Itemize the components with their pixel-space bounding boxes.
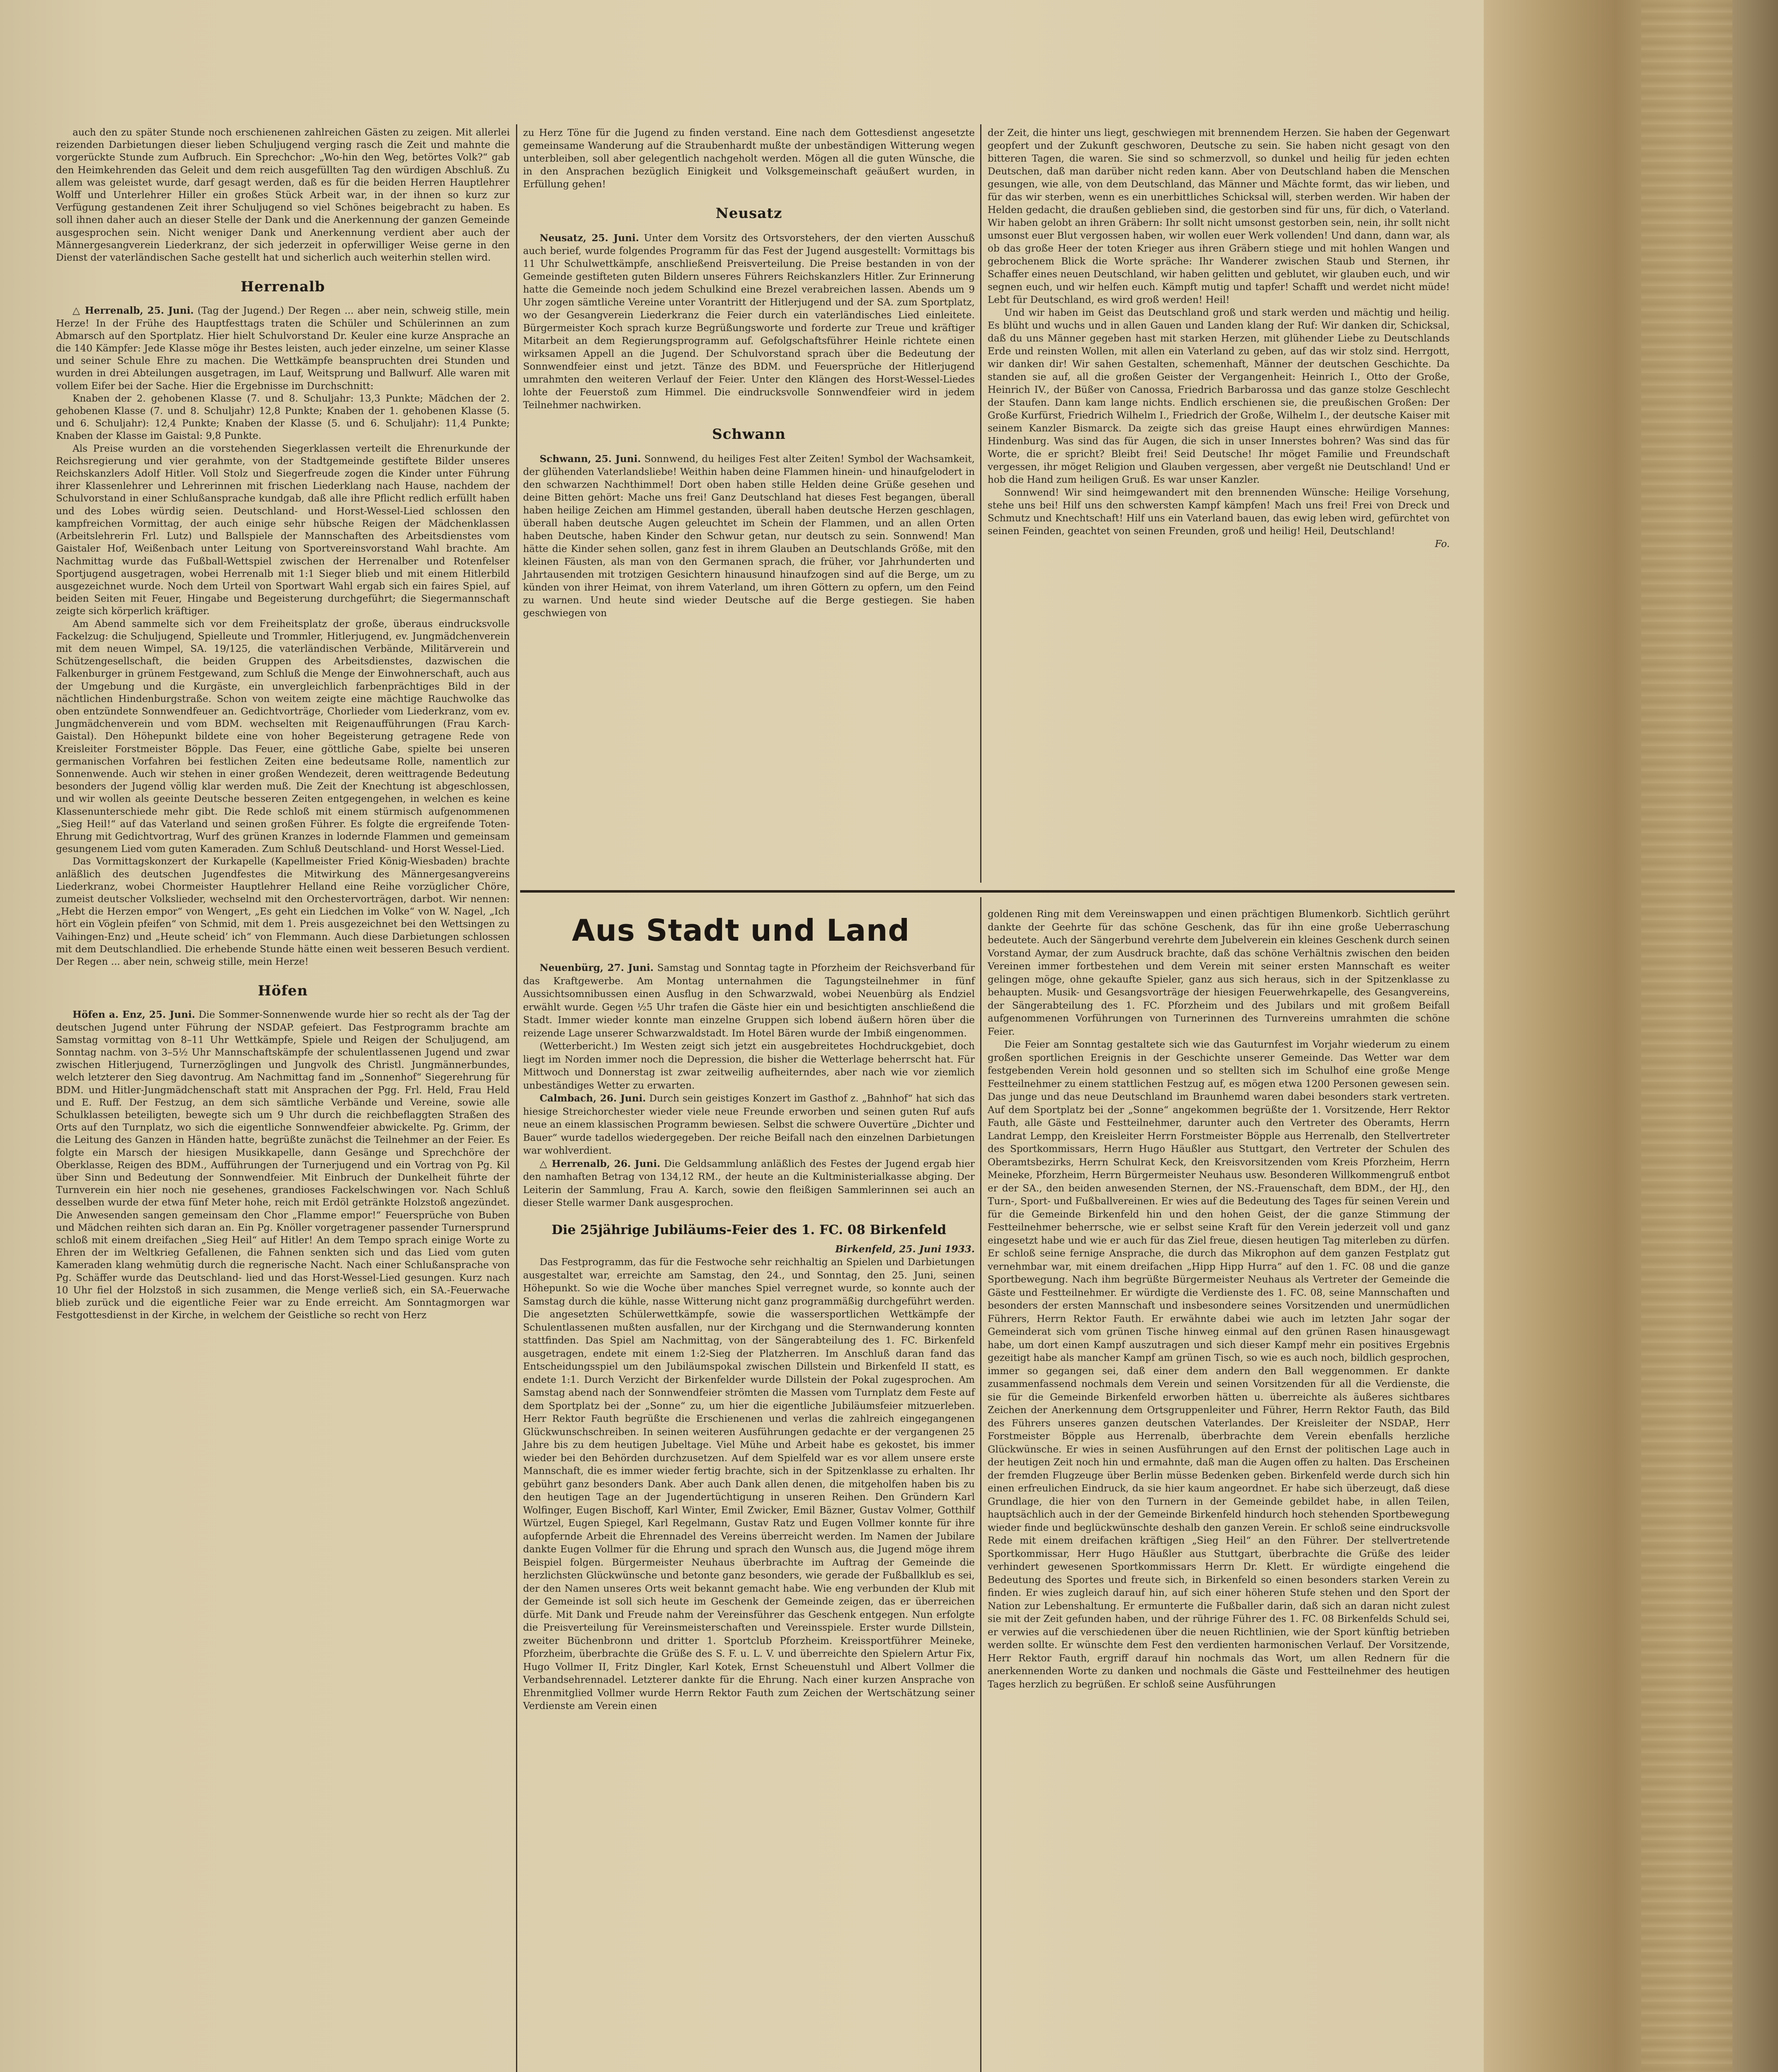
spine-texture bbox=[1641, 0, 1732, 2072]
neuenbuerg-paragraph bbox=[523, 961, 975, 1040]
jubilaeum-dateline: Birkenfeld, 25. Juni 1933. bbox=[835, 1243, 975, 1255]
schwann-dateline: Schwann, 25. Juni. bbox=[540, 453, 641, 465]
section-rule bbox=[520, 890, 1455, 893]
neusatz-heading: Neusatz bbox=[715, 205, 782, 222]
herrenalb-results: Knaben der 2. gehobenen Klasse (7. und 8. Schuljahr: 13,3 Punkte; Mädchen der 2. gehobenen Klasse (7. und 8. Schuljahr) 12,8 Punkte; Knaben der 1. gehobenen Klasse (5. und 6. Schuljahr): 12,4 Punkte; Knaben der Klasse (5. und 6. Schuljahr): 11,4 Punkte; Knaben der Klasse im Gaistal: 9,8 Punkte. bbox=[56, 392, 510, 442]
schwann-end-1: der Zeit, die hinter uns liegt, geschwiegen mit brennendem Herzen. Sie haben der Gegenwart geopfert und der Zukunft geschworen, Deutsche zu sein. Sie haben nicht gesagt von den bitteren Tagen, die waren. Sie sind so schmerzvoll, so dunkel und heilig für jeden echten Deutschen, daß man darüber nicht reden kann. Aber von Deutschland haben die Menschen gesungen, wie alle, von dem Deutschland, das Männer und Mächte formt, das wir lieben, und für das wir sterben, wenn es ein unerbittliches Schicksal will, sterben werden. Wir haben der Helden gedacht, die draußen geblieben sind, die gestorben sind für uns, für dich, o Vaterland. Wir haben gelobt an ihren Gräbern: Ihr sollt nicht umsonst gestorben sein, nein, ihr sollt nicht umsonst euer Blut vergossen haben, wir wollen euer Werk vollenden! Und dann, dann war, als ob das große Heer der toten Krieger aus ihren Gräbern stiege und mit hohlen Wangen und gebrochenem Blick die Worte spräche: Ihr Wanderer zwischen Staub und Sternen, ihr Schaffer eines neuen Deutschland, wir haben gelitten und geblutet, wir glauben euch, und wir segnen euch, und wir helfen euch. Kämpft mutig und tapfer! Schafft und werdet nicht müde! Lebt für Deutschland, es wird groß werden! Heil! bbox=[988, 127, 1450, 305]
wetter-paragraph: (Wetterbericht.) Im Westen zeigt sich jetzt ein ausgebreitetes Hochdruckgebiet, doch liegt im Norden immer noch die Depression, die bisher die Wetterlage beherrscht hat. Für Mittwoch und Donnerstag ist zwar zeitweilig aufheiterndes, aber nach wie vor ziemlich unbeständiges Wetter zu erwarten. bbox=[523, 1041, 975, 1091]
section-banner: Aus Stadt und Land bbox=[572, 913, 910, 948]
schwann-end-2: Und wir haben im Geist das Deutschland groß und stark werden und mächtig und heilig. Es blüht und wuchs und in allen Gauen und Landen klang der Ruf: Wir danken dir, Schicksal, daß du uns Männer gegeben hast mit starken Herzen, mit glühender Liebe zu Deutschlands Erde und reinsten Wollen, mit allen ein Vaterland zu geben, auf das wir stolz sind. Herrgott, wir danken dir! Wir sahen Gestalten, schemenhaft, Männer der deutschen Geschichte. Da standen sie auf, all die großen Geister der Vergangenheit: Heinrich I., Otto der Große, Heinrich IV., der Büßer von Canossa, Friedrich Barbarossa und das ganze stolze Geschlecht der Staufen. Dann kam lange nichts. Endlich erschienen sie, die preußischen Großen: Der Große Kurfürst, Friedrich Wilhelm I., Friedrich der Große, Wilhelm I., der deutsche Kaiser mit seinem Kanzler Bismarck. Da zeigte sich das greise Haupt eines ehrwürdigen Mannes: Hindenburg. Was sind das für Augen, die sich in unser Innerstes bohren? Was sind das für Worte, die er spricht? Bleibt frei! Seid Deutsche! Ihr möget Familie und Freundschaft vergessen, ihr möget Religion und Glauben vergessen, aber vergeßt nie Deutschland! Und er hob die Hand zum heiligen Gruß. Es war unser Kanzler. bbox=[988, 307, 1450, 485]
neuenbuerg-dateline: Neuenbürg, 27. Juni. bbox=[540, 962, 654, 973]
stadt-land-column-1 bbox=[523, 961, 975, 1713]
herrenalb-paragraph-1 bbox=[56, 305, 510, 392]
calmbach-paragraph bbox=[523, 1092, 975, 1157]
stadt-land-column-2 bbox=[988, 908, 1450, 1691]
herrenalb2-paragraph bbox=[523, 1157, 975, 1210]
middle-column bbox=[523, 126, 975, 620]
schwann-end-3: Sonnwend! Wir sind heimgewandert mit den brennenden Wünsche: Heilige Vorsehung, stehe uns bei! Hilf uns den schwersten Kampf kämpfen! Mach uns frei! Frei von Dreck und Schmutz und Knechtschaft! Hilf uns ein Vaterland bauen, das ewig leben wird, gefürchtet von seinen Feinden, geachtet von seinen Freunden, groß und heilig! Heil, Deutschland! bbox=[988, 487, 1450, 537]
hoefen-dateline: Höfen a. Enz, 25. Juni. bbox=[73, 1009, 195, 1021]
jubilaeum-paragraph: Das Festprogramm, das für die Festwoche sehr reichhaltig an Spielen und Darbietungen ausgestaltet war, erreichte am Samstag, den 24., und Sonntag, den 25. Juni, seinen Höhepunkt. So wie die Woche über manches Spiel verregnet wurde, so konnte auch der Samstag durch die kühle, nasse Witterung nicht ganz programmäßig durchgeführt werden. Die angesetzten Schülerwettkämpfe, sowie die wassersportlichen Wettkämpfe der Schulentlassenen mußten ausfallen, nur der Kirchgang und die Sternwanderung konnten stattfinden. Das Spiel am Nachmittag, von der Sängerabteilung des 1. FC. Birkenfeld ausgetragen, endete mit einem 1:2-Sieg der Platzherren. Im Anschluß daran fand das Entscheidungsspiel um den Jubiläumspokal zwischen Dillstein und Birkenfeld II statt, es endete 1:1. Durch Verzicht der Birkenfelder wurde Dillstein der Pokal zugesprochen. Am Samstag abend nach der Sonnwendfeier strömten die Massen vom Turnplatz dem Feste auf dem Sportplatz bei der „Sonne“ zu, um hier die eigentliche Jubiläumsfeier mitzuerleben. Herr Rektor Fauth begrüßte die Erschienenen und verlas die zahlreich eingegangenen Glückwunschschreiben. In seinen weiteren Ausführungen gedachte er der vergangenen 25 Jahre bis zu dem heutigen Jubeltage. Viel Mühe und Arbeit habe es gekostet, bis immer wieder bei den Behörden durchzusetzen. Auf dem Spielfeld war es vor allem unsere erste Mannschaft, die es immer wieder fertig brachte, sich in der Spitzenklasse zu erhalten. Ihr gebührt ganz besonders Dank. Aber auch Dank allen denen, die mitgeholfen haben bis zu den heutigen Tage an der Jugendertüchtigung in unseren Reihen. Den Gründern Karl Wolfinger, Eugen Bischoff, Karl Winter, Emil Zwicker, Emil Bäzner, Gustav Volmer, Gotthilf Würtzel, Eugen Spiegel, Karl Regelmann, Gustav Ratz und Eugen Vollmer konnte für ihre aufopfernde Arbeit die Ehrennadel des Vereins überreicht werden. Im Namen der Jubilare dankte Eugen Vollmer für die Ehrung und sprach den Wunsch aus, die Jugend möge ihrem Beispiel folgen. Bürgermeister Neuhaus überbrachte im Auftrag der Gemeinde die herzlichsten Glückwünsche und betonte ganz besonders, wie gerade der Fußballklub es sei, der den Namen unseres Orts weit bekannt gemacht habe. Wie eng verbunden der Klub mit der Gemeinde ist soll sich heute im Geschenk der Gemeinde zeigen, das er überreichen dürfe. Mit Dank und Freude nahm der Vereinsführer das Geschenk entgegen. Nun erfolgte die Preisverteilung für Vereinsmeisterschaften und Vereinsspiele. Erster wurde Dillstein, zweiter Büchenbronn und dritter 1. Sportclub Pforzheim. Kreissportführer Meineke, Pforzheim, überbrachte die Grüße des S. F. u. L. V. und überreichte den Spielern Artur Fix, Hugo Vollmer II, Fritz Dingler, Karl Kotek, Ernst Scheuenstuhl und Albert Vollmer die Verbandsehrennadel. Letzterer dankte für die Ehrung. Nach einer kurzen Ansprache von Ehrenmitglied Vollmer wurde Herrn Rektor Fauth zum Zeichen der Wertschätzung seiner Verdienste am Verein einen bbox=[523, 1256, 975, 1711]
calmbach-text: Durch sein geistiges Konzert im Gasthof z. „Bahnhof“ hat sich das hiesige Streichorchester wieder viele neue Freunde erworben und seinen guten Ruf aufs neue an einem klassischen Programm bewiesen. Selbst die schwere Ouvertüre „Dichter und Bauer“ wurde tadellos wiedergegeben. Der reiche Beifall nach den einzelnen Darbietungen war wohlverdient. bbox=[523, 1093, 975, 1156]
hoefen-paragraph bbox=[56, 1009, 510, 1322]
neusatz-dateline: Neusatz, 25. Juni. bbox=[540, 232, 639, 244]
herrenalb-dateline: △ Herrenalb, 25. Juni. bbox=[73, 305, 194, 317]
herrenalb-paragraph-4: Das Vormittagskonzert der Kurkapelle (Kapellmeister Fried König-Wiesbaden) brachte anläßlich des deutschen Jugendfestes die Mitwirkung des Männergesangvereins Liederkranz, wobei Chormeister Hauptlehrer Helland eine Reihe vorzüglicher Chöre, zumeist deutscher Volkslieder, wechselnd mit den Orchestervorträgen, darbot. Wir nennen: „Hebt die Herzen empor“ von Wengert, „Es geht ein Liedchen im Volke“ von W. Nagel, „Ich hört ein Vöglein pfeifen“ von Schmid, mit dem 1. Preis ausgezeichnet bei den Wettsingen zu Vaihingen-Enz) und „Heute scheid’ ich“ von Flemmann. Auch diese Darbietungen schlossen mit dem Deutschlandlied. Die erhebende Stunde hätte einen weit besseren Besuch verdient. Der Regen ... aber nein, schweig stille, mein Herze! bbox=[56, 856, 510, 967]
calmbach-dateline: Calmbach, 26. Juni. bbox=[540, 1093, 646, 1104]
herrenalb-paragraph-3: Am Abend sammelte sich vor dem Freiheitsplatz der große, überaus eindrucksvolle Fackelzug: die Schuljugend, Spielleute und Trommler, Hitlerjugend, ev. Jungmädchenverein mit dem neuen Wimpel, SA. 19/125, die vaterländischen Verbände, Militärverein und Schützengesellschaft, die beiden Gruppen des Arbeitsdienstes, dazwischen die Falkenburger in grünem Festgewand, zum Schluß die Menge der Einwohnerschaft, auch aus der Umgebung und die Kurgäste, ein unvergleichlich farbenprächtiges Bild in der nächtlichen Hindenburgstraße. Schon von weitem zeigte eine mächtige Rauchwolke das oben entzündete Sonnwendfeuer an. Gedichtvorträge, Chorlieder vom Liederkranz, vom ev. Jungmädchenverein und vom BDM. wechselten mit Reigenaufführungen (Frau Karch-Gaistal). Den Höhepunkt bildete eine von hoher Begeisterung getragene Rede von Kreisleiter Forstmeister Böpple. Das Feuer, eine göttliche Gabe, spielte bei unseren germanischen Vorfahren bei festlichen Zeiten eine bedeutsame Rolle, namentlich zur Sonnenwende. Auch wir stehen in einer großen Wendezeit, deren weittragende Bedeutung besonders der Jugend völlig klar werden muß. Die Zeit der Knechtung ist abgeschlossen, und wir wollen als geeinte Deutsche besseren Zeiten entgegengehen, in welchen es keine Klassenunterschiede mehr gibt. Die Rede schloß mit einem stürmisch aufgenommenen „Sieg Heil!“ auf das Vaterland und seinen großen Führer. Es folgte die ergreifende Toten-Ehrung mit Gedichtvortrag, Wurf des grünen Kranzes in lodernde Flammen und gemeinsam gesungenem Lied vom guten Kameraden. Zum Schluß Deutschland- und Horst Wessel-Lied. bbox=[56, 618, 510, 855]
column-rule-1 bbox=[516, 124, 517, 2072]
schwann-paragraph bbox=[523, 453, 975, 620]
intro-paragraph: auch den zu später Stunde noch erschienenen zahlreichen Gästen zu zeigen. Mit allerlei reizenden Darbietungen dieser lieben Schuljugend verging rasch die Zeit und mahnte die vorgerückte Stunde zum Aufbruch. Ein Sprechchor: „Wo-hin den Weg, betörtes Volk?“ gab den Heimkehrenden das Geleit und dem reich ausgefüllten Tag den würdigen Abschluß. Zu allem was geleistet wurde, darf gesagt werden, daß es für die beiden Herren Hauptlehrer Wolff und Unterlehrer Hiller ein großes Stück Arbeit war, in der ihnen so kurz zur Verfügung gestandenen Zeit ihrer Schuljugend so viel Schönes beigebracht zu haben. Es soll ihnen daher auch an dieser Stelle der Dank und die Anerkennung der ganzen Gemeinde ausgesprochen sein. Nicht weniger Dank und Anerkennung verdient aber auch der Männergesangverein Liederkranz, der sich jederzeit in opferwilliger Weise gerne in den Dienst der vaterländischen Sache gestellt hat und sicherlich auch weiterhin stellen wird. bbox=[56, 127, 510, 264]
neusatz-text: Unter dem Vorsitz des Ortsvorstehers, der den vierten Ausschuß auch berief, wurde folgendes Programm für das Fest der Jugend ausgestellt: Vormittags bis 11 Uhr Schulwettkämpfe, anschließend Preisverteilung. Die Preise bestanden in von der Gemeinde gestifteten guten Bildern unseres Führers Reichskanzlers Hitler. Zur Erinnerung hatte die Gemeinde noch jedem Schulkind eine Brezel verabreichen lassen. Abends um 9 Uhr zogen sämtliche Vereine unter Vorantritt der Hitlerjugend und der SA. zum Sportplatz, wo der Gesangverein Liederkranz die Feier durch ein vaterländisches Lied einleitete. Bürgermeister Koch sprach kurze Begrüßungsworte und forderte zur Treue und kräftiger Mitarbeit an dem Regierungsprogramm auf. Gefolgschaftsführer Heinle richtete einen wirksamen Appell an die Jugend. Der Schulvorstand sprach über die Bedeutung der Sonnwendfeier einst und jetzt. Tänze des BDM. und Feuersprüche der Hitlerjugend umrahmten den weiteren Verlauf der Feier. Unter den Klängen des Horst-Wessel-Liedes lohte der Feuerstoß zum Himmel. Die eindrucksvolle Sonnwendfeier wird in jedem Teilnehmer nachwirken. bbox=[523, 232, 975, 411]
herrenalb-heading: Herrenalb bbox=[240, 278, 325, 295]
herrenalb-paragraph-2: Als Preise wurden an die vorstehenden Siegerklassen verteilt die Ehrenurkunde der Reichsregierung und vier gerahmte, von der Stadtgemeinde gestiftete Bilder unseres Reichskanzlers Adolf Hitler. Voll Stolz und Siegerfreude zogen die Kinder unter Führung ihrer Klassenlehrer und Lehrerinnen mit frischen Liederklang nach Hause, nachdem der Schulvorstand in einer Schlußansprache kundgab, daß alle ihre Pflicht redlich erfüllt haben und des Lobes würdig seien. Deutschland- und Horst-Wessel-Lied schlossen den kampfreichen Vormittag, der auch einige sehr hübsche Reigen der Mädchenklassen (Arbeitslehrerin Frl. Lutz) und Ballspiele der Mannschaften des Arbeitsdienstes vom Gaistaler Hof, Weißenbach unter Leitung von Sportvereinsvorstand Wahl brachte. Am Nachmittag wurde das Fußball-Wettspiel zwischen der Herrenalber und Rotenfelser Sportjugend ausgetragen, wobei Herrenalb mit 1:1 Sieger blieb und mit einem Hitlerbild ausgezeichnet wurde. Noch dem Urteil von Sportwart Wahl ergab sich ein faires Spiel, auf beiden Seiten mit Feuer, Hingabe und Begeisterung durchgeführt; die Siegermannschaft zeigte sich körperlich kräftiger. bbox=[56, 443, 510, 617]
jubilaeum-continuation-2: Die Feier am Sonntag gestaltete sich wie das Gauturnfest im Vorjahr wiederum zu einem großen sportlichen Ereignis in der Geschichte unserer Gemeinde. Das Wetter war dem festgebenden Verein hold gesonnen und so stellten sich im Schulhof eine große Menge Festteilnehmer zu einem stattlichen Festzug auf, es mögen etwa 1200 Personen gewesen sein. Das junge und das neue Deutschland im Braunhemd waren dabei besonders stark vertreten. Auf dem Sportplatz bei der „Sonne“ angekommen begrüßte der 1. Vorsitzende, Herr Rektor Fauth, alle Gäste und Festteilnehmer, darunter auch den Vertreter des Oberamts, Herrn Landrat Lempp, den Kreisleiter Herrn Forstmeister Böpple aus Herrenalb, den Stellvertreter des Sportkommissars, Herrn Hugo Häußler aus Stuttgart, den Vertreter der Schulen des Oberamtsbezirks, Herrn Schulrat Keck, den Kreisvorsitzenden vom Kreis Pforzheim, Herrn Meineke, Pforzheim, Herrn Bürgermeister Neuhaus usw. Besonderen Willkommengruß entbot er der SA., den beiden anwesenden Sternen, der NS.-Frauenschaft, dem BDM., der HJ., den Turn-, Sport- und Fußballvereinen. Er wies auf die Bedeutung des Tages für seinen Verein und für die Gemeinde Birkenfeld hin und den hohen Geist, der die ganze Stimmung der Festteilnehmer beherrsche, wie er selbst seine Kraft für den Verein jederzeit voll und ganz eingesetzt habe und wie er auch für das Ziel freue, diesen heutigen Tag miterleben zu dürfen. Er schloß seine fernige Ansprache, die durch das Mikrophon auf dem ganzen Festplatz gut vernehmbar war, mit einem dreifachen „Hipp Hipp Hurra“ auf den 1. FC. 08 und die ganze Sportbewegung. Nach ihm begrüßte Bürgermeister Neuhaus als Vertreter der Gemeinde die Gäste und Festteilnehmer. Er würdigte die Verdienste des 1. FC. 08, seine Mannschaften und besonders der ersten Mannschaft und insbesondere seines Vorsitzenden und unermüdlichen Führers, Herrn Rektor Fauth. Er erwähnte dabei wie auch im letzten Jahr sogar der Gemeinderat sich vom grünen Tische hinweg einmal auf den grünen Rasen hinausgewagt habe, um dort einen Kampf auszutragen und sich dieser Kampf mehr ein positives Ergebnis gezeitigt habe als mancher Kampf am grünen Tisch, so wie es auch noch, bildlich gesprochen, immer so gegangen sei, daß einer dem andern den Ball weggenommen. Er dankte zusammenfassend nochmals dem Verein und seinen Vorsitzenden für all die Verdienste, die sie für die Gemeinde Birkenfeld erworben hätten u. überreichte als äußeres sichtbares Zeichen der Anerkennung dem Ortsgruppenleiter und Führer, Herrn Rektor Fauth, das Bild des Führers unseres ganzen deutschen Vaterlandes. Der Kreisleiter der NSDAP., Herr Forstmeister Böpple aus Herrenalb, überbrachte dem Verein ebenfalls herzliche Glückwünsche. Er wies in seinen Ausführungen auf den Ernst der politischen Lage auch in der heutigen Zeit noch hin und ermahnte, daß man die Augen offen zu halten. Das Erscheinen der fremden Flugzeuge über Berlin müsse Bedenken geben. Birkenfeld werde durch sich hin einen erfreulichen Eindruck, da sie hier kaum angeordnet. Er habe sich überzeugt, daß diese Grundlage, die hier von den Turnern in der Gemeinde gebildet habe, in allen Teilen, hauptsächlich auch in der der Gemeinde Birkenfeld hindurch hoch stehenden Sportbewegung wieder finde und beglückwünschte deshalb den ganzen Verein. Er schloß seine eindrucksvolle Rede mit einem dreifachen kräftigen „Sieg Heil“ an den Führer. Der stellvertretende Sportkommissar, Herr Hugo Häußler aus Stuttgart, überbrachte die Grüße des leider verhindert gewesenen Sportkommissars Herrn Dr. Klett. Er würdigte eingehend die Bedeutung des Sportes und freute sich, in Birkenfeld so einen besonders starken Verein zu finden. Er wies zugleich darauf hin, auf sich einer höheren Stufe stehen und den Sport der Nation zur Lebenshaltung. Er ermunterte die Fußballer darin, daß sich an daran nicht zulest sie mit der Zeit gefunden haben, und der rührige Führer des 1. FC. 08 Birkenfelds Schuld sei, er verwies auf die verschiedenen über die neuen Richtlinien, wie der Sport künftig betrieben werden sollte. Er wünschte dem Fest den verdienten harmonischen Verlauf. Der Vorsitzende, Herr Rektor Fauth, ergriff darauf hin nochmals das Wort, um allen Rednern für die anerkennenden Worte zu danken und nochmals die Gäste und Festteilnehmer des heutigen Tages herzlich zu begrüßen. Er schloß seine Ausführungen bbox=[988, 1039, 1450, 1690]
hoefen-text: Die Sommer-Sonnenwende wurde hier so recht als der Tag der deutschen Jugend unter Führung der NSDAP. gefeiert. Das Festprogramm brachte am Samstag vormittag von 8–11 Uhr Wettkämpfe, Spiele und Reigen der Schuljugend, am Sonntag nachm. von 3–5½ Uhr Mannschaftskämpfe der schulentlassenen Jugend und zwar zwischen Hitlerjugend, Turnerzöglingen und Jungvolk des Christl. Jungmännerbundes, welch letzterer den Sieg davontrug. Am Nachmittag fand im „Sonnenhof“ Siegerehrung für BDM. und Hitler-Jungmädchenschaft statt mit Ansprachen der Pgg. Frl. Held, Frau Held und E. Ruff. Der Festzug, an dem sich sämtliche Verbände und Vereine, sowie alle Schulklassen beteiligten, bewegte sich um 9 Uhr durch die reichbeflaggten Straßen des Orts auf den Turnplatz, wo sich die eigentliche Sonnwendfeier abwickelte. Pg. Grimm, der die Leitung des Ganzen in Händen hatte, begrüßte zunächst die Teilnehmer an der Feier. Es folgte ein Marsch der hiesigen Musikkapelle, dann Gesänge und Sprechchöre der Oberklasse, Reigen des BDM., Aufführungen der Turnerjugend und ein Vortrag von Pg. Kil über Sinn und Bedeutung der Sonnwendfeier. Mit Einbruch der Dunkelheit führte der Turnverein ein hier noch nie gesehenes, grandioses Fackelschwingen vor. Nach Schluß desselben wurde der etwa fünf Meter hohe, reich mit Erdöl getränkte Holzstoß angezündet. Die Anwesenden sangen gemeinsam den Chor „Flamme empor!“ Feuersprüche von Buben und Mädchen reihten sich daran an. Ein Pg. Knöller vorgetragener passender Turnersprund schloß mit einem dreifachen „Sieg Heil“ auf Hitler! An dem Tempo sprach einige Worte zu Ehren der im Weltkrieg Gefallenen, die Fahnen senkten sich und das Lied vom guten Kameraden klang wehmütig durch die regnerische Nacht. Nach einer Schlußansprache von Pg. Schäffer wurde das Deutschland- lied und das Horst-Wessel-Lied gesungen. Kurz nach 10 Uhr fiel der Holzstoß in sich zusammen, die Menge verließ sich, ein SA.-Feuerwache blieb zurück und die eigentliche Feier war zu Ende erreicht. Am Sonntagmorgen war Festgottesdienst in der Kirche, in welchem der Geistliche so recht von Herz bbox=[56, 1009, 510, 1321]
column-rule-2 bbox=[980, 124, 981, 883]
neusatz-paragraph bbox=[523, 232, 975, 411]
neuenbuerg-text: Samstag und Sonntag tagte in Pforzheim der Reichsverband für das Kraftgewerbe. Am Montag unternahmen die Tagungsteilnehmer in fünf Aussichtsomnibussen einen Ausflug in den Schwarzwald, wobei Neuenbürg als Endziel erwählt wurde. Gegen ½5 Uhr trafen die Gäste hier ein und besichtigten anschließend die Stadt. Immer wieder konnte man einzelne Gruppen sich lobend äußern hören über die reizende Lage unserer Schwarzwaldstadt. Im Hotel Bären wurde der Imbiß eingenommen. bbox=[523, 962, 975, 1039]
herrenalb2-text: Die Geldsammlung anläßlich des Festes der Jugend ergab hier den namhaften Betrag von 134,12 RM., der heute an die Kultministerialkasse abging. Der Leiterin der Sammlung, Frau A. Karch, sowie den fleißigen Sammlerinnen sei auch an dieser Stelle warmer Dank ausgesprochen. bbox=[523, 1158, 975, 1208]
jubilaeum-continuation-1: goldenen Ring mit dem Vereinswappen und einen prächtigen Blumenkorb. Sichtlich gerührt dankte der Geehrte für das schöne Geschenk, das für ihn eine große Ueberraschung bedeutete. Auch der Sängerbund verehrte dem Jubelverein ein kleines Geschenk durch seinen Vorstand Aymar, der zum Ausdruck brachte, daß das schöne Verhältnis zwischen den beiden Vereinen immer fortbestehen und dem Verein mit seiner ersten Mannschaft es weiter gelingen möge, ohne gekaufte Spieler, ganz aus sich heraus, sich in der Spitzenklasse zu behaupten. Musik- und Gesangsvorträge der hiesigen Feuerwehrkapelle, des Gesangvereins, der Sängerabteilung des 1. FC. Pforzheim und des Jubilars und mit großem Beifall aufgenommenen Vorführungen von Turnerinnen des Turnvereins umrahmten die schöne Feier. bbox=[988, 908, 1450, 1037]
herrenalb-text-1: (Tag der Jugend.) Der Regen ... aber nein, schweig stille, mein Herze! In der Frühe des Hauptfesttags traten die Schüler und Schülerinnen an zum Abmarsch auf den Sportplatz. Hier hielt Schulvorstand Dr. Keuler eine kurze Ansprache an die 140 Kämpfer: Jede Klasse möge ihr Bestes leisten, auch jeder einzelne, um seiner Klasse und seiner Schule Ehre zu machen. Die Wettkämpfe beanspruchten drei Stunden und wurden in drei Abteilungen ausgetragen, im Lauf, Weitsprung und Ballwurf. Alle waren mit vollem Eifer bei der Sache. Hier die Ergebnisse im Durchschnitt: bbox=[56, 305, 510, 392]
herrenalb2-dateline: △ Herrenalb, 26. Juni. bbox=[540, 1158, 661, 1169]
schwann-heading: Schwann bbox=[712, 426, 786, 443]
right-column bbox=[988, 126, 1450, 550]
jubilaeum-heading: Die 25jährige Jubiläums-Feier des 1. FC. 08 Birkenfeld bbox=[551, 1222, 947, 1237]
left-column bbox=[56, 126, 510, 1322]
book-spine bbox=[1484, 0, 1778, 2072]
column-rule-3 bbox=[980, 897, 981, 2072]
schwann-signature: Fo. bbox=[1435, 538, 1450, 549]
schwann-continuation: zu Herz Töne für die Jugend zu finden verstand. Eine nach dem Gottesdienst angesetzte gemeinsame Wanderung auf die Straubenhardt mußte der unbeständigen Witterung wegen unterbleiben, soll aber gelegentlich nachgeholt werden. Mögen all die guten Wünsche, die in den Ansprachen bezüglich Einigkeit und Volksgemeinschaft geäußert wurden, in Erfüllung gehen! bbox=[523, 127, 975, 190]
hoefen-heading: Höfen bbox=[258, 983, 308, 1000]
schwann-text: Sonnwend, du heiliges Fest alter Zeiten! Symbol der Wachsamkeit, der glühenden Vaterlandsliebe! Weithin haben deine Flammen hinein- und hinaufgelodert in den schwarzen Nachthimmel! Dort oben haben stille Helden deine Grüße gesehen und deine Bitten gehört: Mache uns frei! Ganz Deutschland hat dieses Fest begangen, überall haben heilige Zeichen am Himmel gestanden, überall haben deutsche Herzen geschlagen, überall haben deutsche Augen geleuchtet im Schein der Flammen, und an allen Orten haben Deutsche, haben Kinder den Schwur getan, nur deutsch zu sein. Sonnwend! Man hätte die Kinder sehen sollen, ganz fest in ihrem Glauben an Deutschlands Größe, mit den kleinen Fäusten, als man von den Germanen sprach, die früher, vor Jahrhunderten und Jahrtausenden mit trotzigen Gesichtern hinausund hinaufzogen sind auf die Berge, um zu künden von ihrer Heimat, von ihrem Vaterland, um ihren Göttern zu opfern, um den Feind zu warnen. Und heute sind wieder Deutsche auf die Berge gestiegen. Sie haben geschwiegen von bbox=[523, 453, 975, 619]
